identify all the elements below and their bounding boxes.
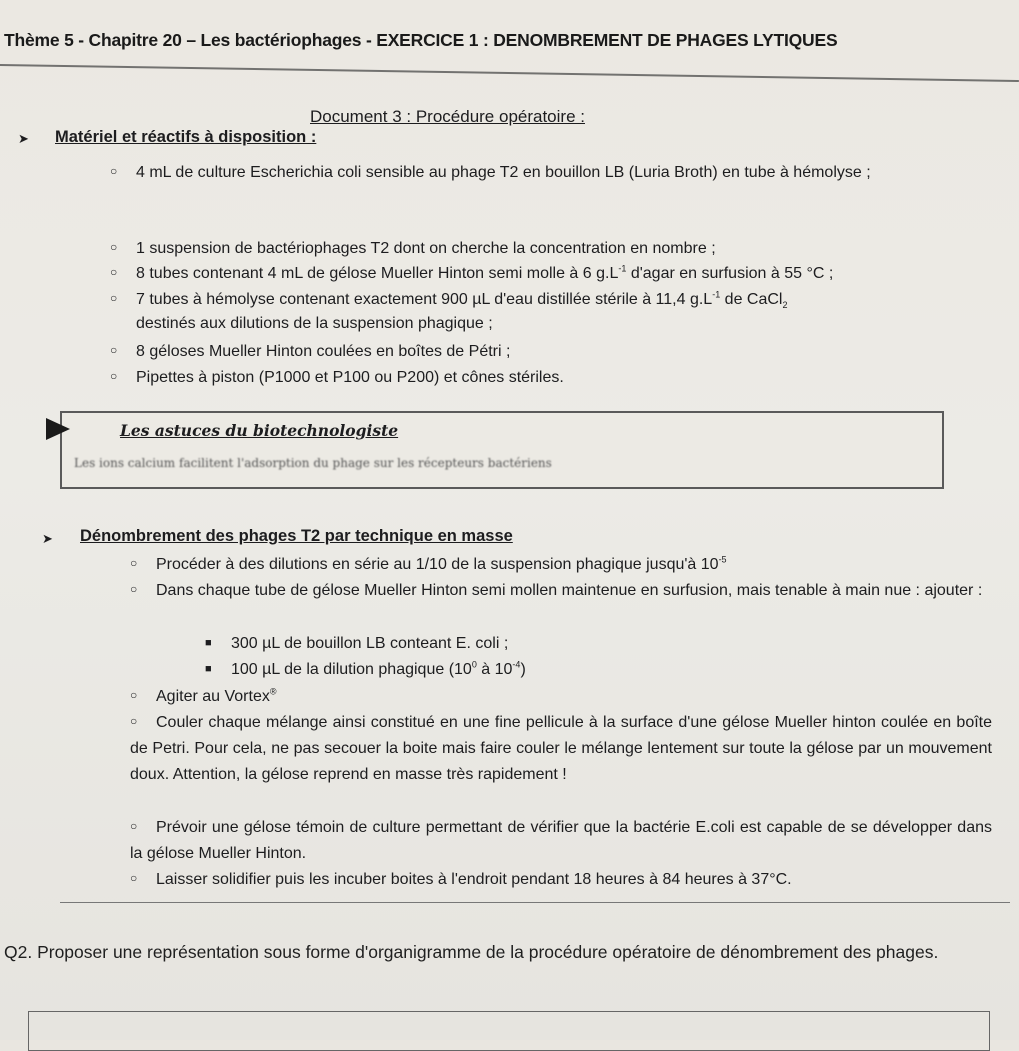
circle-bullet-icon: ○: [130, 556, 138, 570]
material-item-culture: ○ 4 mL de culture Escherichia coli sensible au phage T2 en bouillon LB (Luria Broth) en tube à hémolyse ;: [110, 158, 1006, 186]
step-control: ○ Prévoir une gélose témoin de culture permettant de vérifier que la bactérie E.coli est capable de se développer dans la gélose Mueller Hinton.: [130, 813, 992, 867]
circle-bullet-icon: ○: [130, 714, 138, 728]
tip-title: Les astuces du biotechnologiste: [120, 421, 399, 440]
page-title: Thème 5 - Chapitre 20 – Les bactériophages - EXERCICE 1 : DENOMBREMENT DE PHAGES LYTIQUES: [4, 30, 838, 50]
circle-bullet-icon: ○: [110, 164, 118, 178]
material-item-petri: ○ 8 géloses Mueller Hinton coulées en boîtes de Pétri ;: [110, 337, 510, 365]
circle-bullet-icon: ○: [110, 240, 118, 254]
tip-box: [60, 411, 944, 489]
circle-bullet-icon: ○: [110, 369, 118, 383]
circle-bullet-icon: ○: [130, 871, 138, 885]
material-item-pipettes: ○ Pipettes à piston (P1000 et P100 ou P200) et cônes stériles.: [110, 363, 564, 391]
circle-bullet-icon: ○: [110, 343, 118, 357]
step-dilutions: ○ Procéder à des dilutions en série au 1/10 de la suspension phagique jusqu'à $10^{-5}$: [130, 550, 727, 578]
section-divider: [60, 902, 1010, 903]
question-text: Q2. Proposer une représentation sous forme d'organigramme de la procédure opératoire de dénombrement des phages.: [4, 942, 939, 962]
materials-heading: Matériel et réactifs à disposition :: [55, 128, 317, 146]
counting-heading: Dénombrement des phages T2 par technique en masse: [80, 527, 513, 545]
sub-item-bouillon: ■ 300 µL de bouillon LB conteant E. coli ;: [205, 630, 508, 657]
step-pour: ○ Couler chaque mélange ainsi constitué en une fine pellicule à la surface d'une gélose Mueller hinton coulée en boîte de Petri. Pour cela, ne pas secouer la boite mais faire couler le mélange lentement sur toute la gélose par un mouvement doux. Attention, la gélose reprend en masse très rapidement !: [130, 708, 992, 788]
step-vortex: ○ Agiter au Vortex®: [130, 682, 276, 710]
tip-text: Les ions calcium facilitent l'adsorption du phage sur les récepteurs bactériens: [74, 456, 552, 470]
tip-marker-icon: [46, 418, 70, 440]
step-incubate: ○ Laisser solidifier puis les incuber boites à l'endroit pendant 18 heures à 84 heures à 37°C.: [130, 865, 792, 893]
square-bullet-icon: ■: [205, 637, 212, 649]
circle-bullet-icon: ○: [110, 265, 118, 279]
step-add-to-tubes: ○ Dans chaque tube de gélose Mueller Hinton semi mollen maintenue en surfusion, mais tenable à main nue : ajouter :: [130, 576, 992, 604]
circle-bullet-icon: ○: [110, 291, 118, 305]
circle-bullet-icon: ○: [130, 819, 138, 833]
answer-box[interactable]: [28, 1011, 990, 1051]
sub-item-dilution: ■ 100 µL de la dilution phagique ($10^0$ à $10^{-4}$): [205, 656, 526, 683]
material-item-tubes-gelose: ○ 8 tubes contenant 4 mL de gélose Mueller Hinton semi molle à 6 $g.L^{-1}$ d'agar en surfusion à 55 °C ;: [110, 259, 833, 287]
material-item-suspension: ○ 1 suspension de bactériophages T2 dont on cherche la concentration en nombre ;: [110, 234, 716, 262]
arrow-bullet-icon: ➤: [18, 131, 29, 146]
title-divider: [0, 64, 1019, 82]
material-item-tubes-hemolyse: ○ 7 tubes à hémolyse contenant exactement 900 µL d'eau distillée stérile à 11,4 $g.L^{-1}$ de CaCl$_2$: [110, 285, 788, 313]
document-heading: Document 3 : Procédure opératoire :: [310, 107, 585, 126]
material-item-tubes-hemolyse-cont: destinés aux dilutions de la suspension phagique ;: [136, 315, 493, 332]
arrow-bullet-icon: ➤: [42, 531, 53, 546]
circle-bullet-icon: ○: [130, 688, 138, 702]
circle-bullet-icon: ○: [130, 582, 138, 596]
square-bullet-icon: ■: [205, 663, 212, 675]
